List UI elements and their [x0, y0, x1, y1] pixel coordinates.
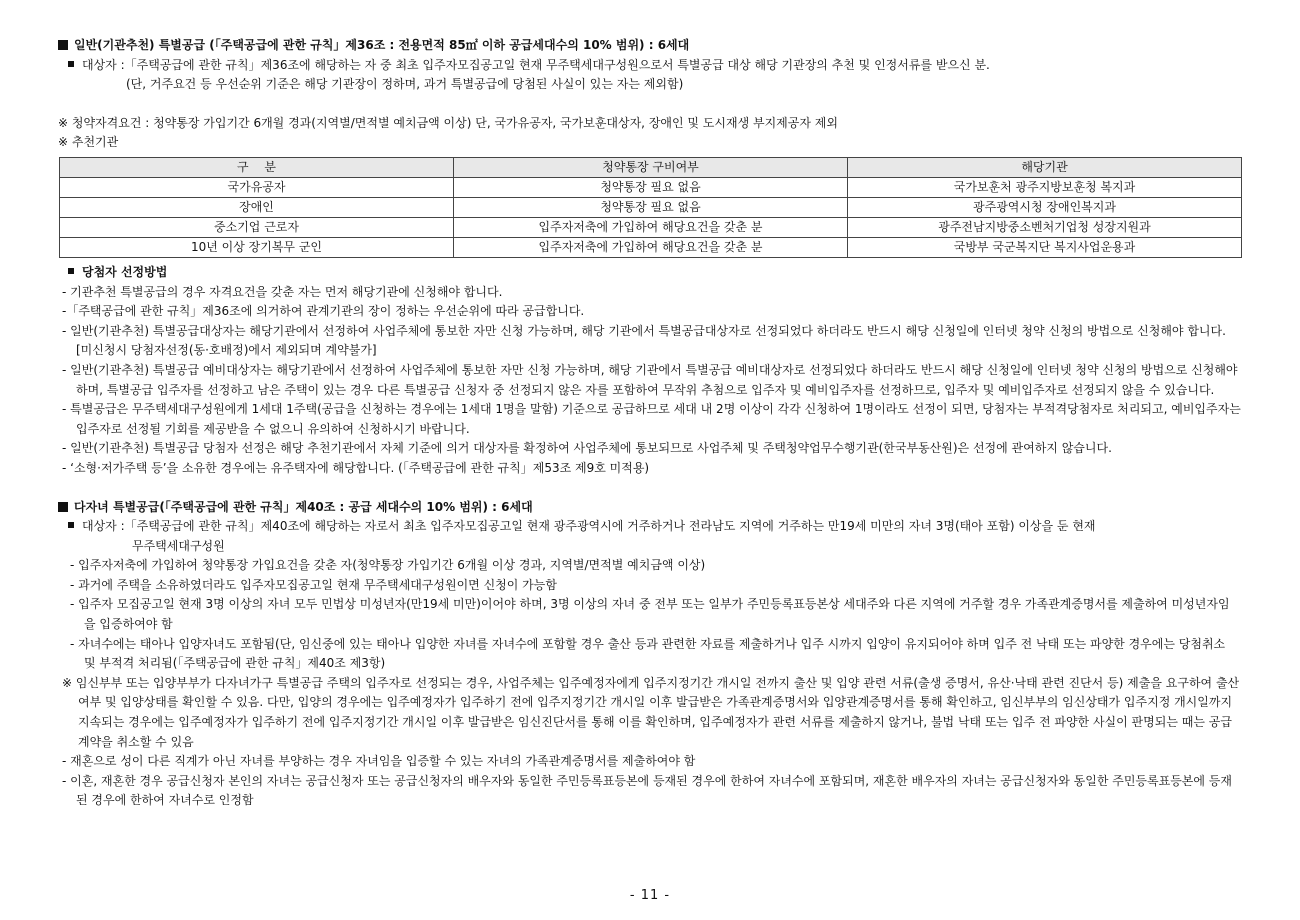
section2-item: - 입주자 모집공고일 현재 3명 이상의 자녀 모두 민법상 미성년자(만19세 미만)이어야 하며, 3명 이상의 자녀 중 전부 또는 일부가 주민등록표등본상 세대주와 다른 지역에 거주할 경우 가족관계증명서를 제출하여 미성년자임을 입증하여야 함	[70, 597, 1230, 632]
table-cell: 입주자저축에 가입하여 해당요건을 갖춘 분	[454, 217, 848, 237]
table-cell: 청약통장 필요 없음	[454, 177, 848, 197]
table-cell: 중소기업 근로자	[60, 217, 454, 237]
table-cell: 10년 이상 장기복무 군인	[60, 237, 454, 257]
section2-target-cont: 무주택세대구성원	[132, 538, 225, 553]
table-cell: 장애인	[60, 197, 454, 217]
section2-item: - 이혼, 재혼한 경우 공급신청자 본인의 자녀는 공급신청자 또는 공급신청자의 배우자와 동일한 주민등록표등본에 등재된 경우에 한하여 자녀수에 포함되며, 재혼한 배우자의 자녀는 공급신청자와 동일한 주민등록표등본에 등재된 경우에 한하여 자녀수로 인정함	[62, 773, 1232, 808]
method-item: - 일반(기관추천) 특별공급 예비대상자는 해당기관에서 선정하여 사업주체에 통보한 자만 신청 가능하며, 해당 기관에서 특별공급 예비대상자로 선정되었다 하더라도 반드시 해당 신청일에 인터넷 청약 신청의 방법으로 신청해야 하며, 특별공급 입주자를 선정하고 남은 주택이 있는 경우 다른 특별공급 신청자 중 선정되지 않은 자를 포함하여 무작위 추첨으로 입주자 및 예비입주자를 선정하므로, 입주자 및 예비입주자로 선정되지 않을 수 있습니다.	[62, 362, 1238, 397]
table-cell: 광주전남지방중소벤처기업청 성장지원과	[848, 217, 1242, 237]
page-number: - 11 -	[629, 888, 671, 903]
table-row	[60, 197, 1242, 217]
section1-note-agencies: ※ 추천기관	[58, 135, 119, 150]
table-row	[60, 237, 1242, 257]
table-row	[60, 217, 1242, 237]
section1-target-cont: (단, 거주요건 등 우선순위 기준은 해당 기관장이 정하며, 과거 특별공급에 당첨된 사실이 있는 자는 제외함)	[126, 77, 684, 92]
table-cell: 국방부 국군복지단 복지사업운용과	[848, 237, 1242, 257]
table-cell: 광주광역시청 장애인복지과	[848, 197, 1242, 217]
table-row	[60, 177, 1242, 197]
square-bullet-icon	[58, 40, 68, 50]
method-item: - 특별공급은 무주택세대구성원에게 1세대 1주택(공급을 신청하는 경우에는 1세대 1명을 말함) 기준으로 공급하므로 세대 내 2명 이상이 각각 신청하여 1명이라도 선정이 되면, 당첨자는 부적격당첨자로 처리되고, 예비입주자는 입주자로 선정될 기회를 제공받을 수 없으니 유의하여 신청하시기 바랍니다.	[62, 402, 1241, 436]
section1-note-eligibility: ※ 청약자격요건 : 청약통장 가입기간 6개월 경과(지역별/면적별 예치금액 이상) 단, 국가유공자, 국가보훈대상자, 장애인 및 도시재생 부지제공자 제외	[58, 115, 838, 130]
table-header: 구 분	[60, 157, 454, 177]
small-square-bullet-icon	[68, 522, 74, 528]
method-item: - 일반(기관추천) 특별공급대상자는 해당기관에서 선정하여 사업주체에 통보한 자만 신청 가능하며, 해당 기관에서 특별공급대상자로 선정되었다 하더라도 반드시 해당 신청일에 인터넷 청약 신청의 방법으로 신청해야 합니다. [미신청시 당첨자선정(동·호배정)에서 제외되며 계약불가]	[62, 323, 1226, 358]
section2-target: 대상자 :「주택공급에 관한 규칙」제40조에 해당하는 자로서 최초 입주자모집공고일 현재 광주광역시에 거주하거나 전라남도 지역에 거주하는 만19세 미만의 자녀 3명(태아 포함) 이상을 둔 현재	[58, 517, 1242, 537]
method-item: - ‘소형·저가주택 등’을 소유한 경우에는 유주택자에 해당합니다. (「주택공급에 관한 규칙」제53조 제9호 미적용)	[62, 460, 650, 475]
agency-table	[59, 157, 1242, 258]
method-item: - 일반(기관추천) 특별공급 당첨자 선정은 해당 추천기관에서 자체 기준에 의거 대상자를 확정하여 사업주체에 통보되므로 사업주체 및 주택청약업무수행기관(한국부동산원)은 선정에 관여하지 않습니다.	[62, 441, 1112, 456]
section2-item: - 자녀수에는 태아나 입양자녀도 포함됨(단, 임신중에 있는 태아나 입양한 자녀를 자녀수에 포함할 경우 출산 등과 관련한 자료를 제출하거나 입주 시까지 입양이 유지되어야 하며 입주 전 낙태 또는 파양한 경우에는 당첨취소 및 부적격 처리됨(「주택공급에 관한 규칙」제40조 제3항)	[70, 636, 1226, 671]
section2-note: ※ 임신부부 또는 입양부부가 다자녀가구 특별공급 주택의 입주자로 선정되는 경우, 사업주체는 입주예정자에게 입주지정기간 개시일 전까지 출산 및 입양 관련 서류(출생 증명서, 유산·낙태 관련 진단서 등) 제출을 요구하여 출산여부 및 입양상태를 확인할 수 있음. 다만, 입양의 경우에는 입주예정자가 입주하기 전에 입주지정기간 개시일 이후 발급받은 가족관계증명서와 입양관계증명서를 통해 확인하고, 임신부부의 임신상태가 입주지정 개시일까지 지속되는 경우에는 입주예정자가 입주하기 전에 입주지정기간 개시일 이후 발급받은 임신진단서를 통해 이를 확인하며, 입주예정자가 관련 서류를 제출하지 않거나, 불법 낙태 또는 입주 전 파양한 사실이 판명되는 때는 공급계약을 취소할 수 있음	[62, 675, 1240, 749]
section2-title: 다자녀 특별공급(「주택공급에 관한 규칙」제40조 : 공급 세대수의 10% 범위) : 6세대	[58, 498, 1242, 518]
section2-item: - 과거에 주택을 소유하였더라도 입주자모집공고일 현재 무주택세대구성원이면 신청이 가능함	[70, 577, 557, 592]
section2-item: - 입주자저축에 가입하여 청약통장 가입요건을 갖춘 자(청약통장 가입기간 6개월 이상 경과, 지역별/면적별 예치금액 이상)	[70, 558, 706, 573]
table-cell: 국가유공자	[60, 177, 454, 197]
table-cell: 국가보훈처 광주지방보훈청 복지과	[848, 177, 1242, 197]
table-cell: 청약통장 필요 없음	[454, 197, 848, 217]
table-cell: 입주자저축에 가입하여 해당요건을 갖춘 분	[454, 237, 848, 257]
method-item: - 기관추천 특별공급의 경우 자격요건을 갖춘 자는 먼저 해당기관에 신청해야 합니다.	[62, 284, 503, 299]
section1-title: 일반(기관추천) 특별공급 (「주택공급에 관한 규칙」제36조 : 전용면적 85㎡ 이하 공급세대수의 10% 범위) : 6세대	[58, 36, 1242, 56]
small-square-bullet-icon	[68, 268, 74, 274]
table-header: 청약통장 구비여부	[454, 157, 848, 177]
section2-item: - 재혼으로 성이 다른 직계가 아닌 자녀를 부양하는 경우 자녀임을 입증할 수 있는 자녀의 가족관계증명서를 제출하여야 함	[62, 754, 696, 769]
method-title: 당첨자 선정방법	[58, 263, 1242, 283]
document-page	[58, 36, 1242, 811]
method-item: -「주택공급에 관한 규칙」제36조에 의거하여 관계기관의 장이 정하는 우선순위에 따라 공급합니다.	[62, 304, 585, 319]
square-bullet-icon	[58, 502, 68, 512]
table-header-row	[60, 157, 1242, 177]
table-header: 해당기관	[848, 157, 1242, 177]
small-square-bullet-icon	[68, 61, 74, 67]
section1-target: 대상자 :「주택공급에 관한 규칙」제36조에 해당하는 자 중 최초 입주자모집공고일 현재 무주택세대구성원으로서 특별공급 대상 해당 기관장의 추천 및 인정서류를 받으신 분.	[58, 56, 1242, 76]
